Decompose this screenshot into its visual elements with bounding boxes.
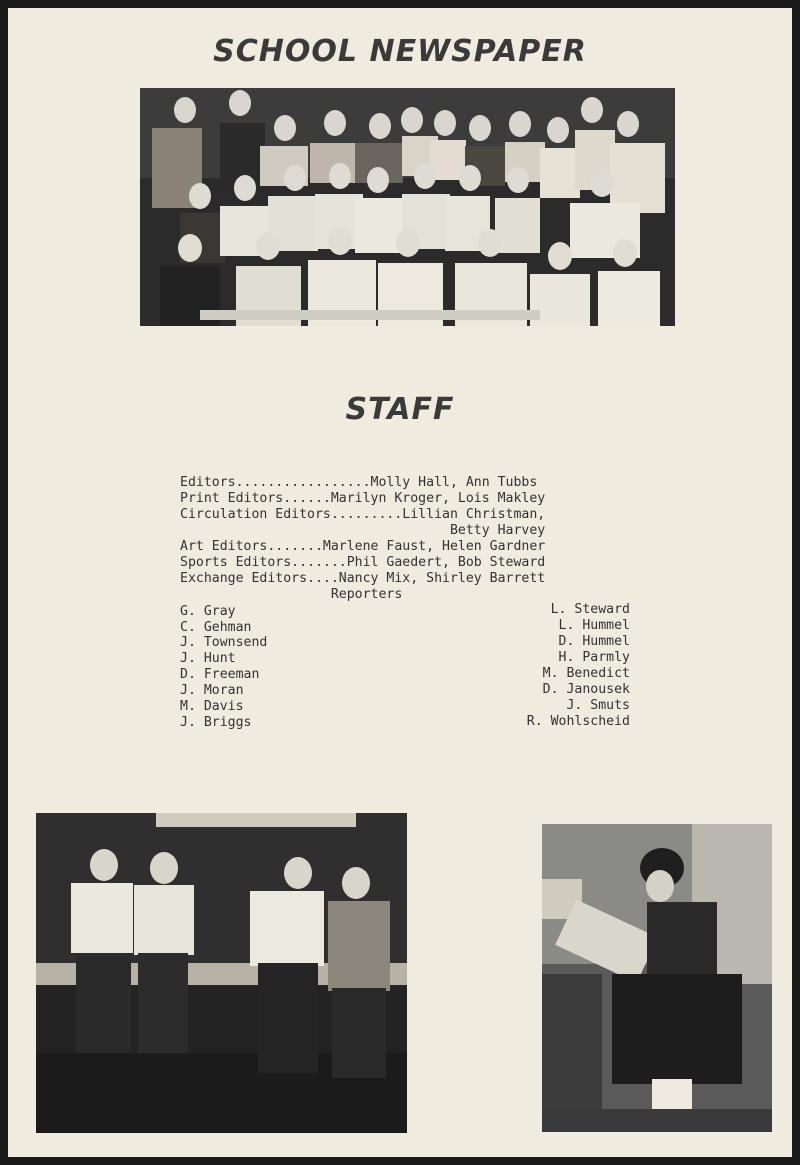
- reporter-name: J. Smuts: [566, 698, 630, 713]
- reporter-name: G. Gray: [180, 604, 236, 619]
- page-title: SCHOOL NEWSPAPER: [213, 34, 587, 69]
- reporter-name: H. Parmly: [558, 650, 630, 665]
- staff-line: Art Editors.......Marlene Faust, Helen Gardner: [180, 539, 546, 554]
- staff-line: Circulation Editors.........Lillian Christman,: [180, 507, 546, 522]
- staff-line: Editors.................Molly Hall, Ann Tubbs: [180, 475, 538, 490]
- reporter-name: R. Wohlscheid: [526, 714, 630, 729]
- reporter-name: L. Hummel: [558, 618, 630, 633]
- reporter-name: D. Janousek: [542, 682, 630, 697]
- classroom-students-photo: [36, 813, 407, 1133]
- reporter-name: L. Steward: [550, 602, 630, 617]
- reporter-name: M. Davis: [180, 699, 244, 714]
- reporter-name: M. Benedict: [542, 666, 630, 681]
- reporter-name: J. Briggs: [180, 715, 252, 730]
- reporter-name: J. Hunt: [180, 651, 236, 666]
- reporters-heading: Reporters: [180, 587, 403, 602]
- staff-line: Sports Editors.......Phil Gaedert, Bob Steward: [180, 555, 546, 570]
- reporter-name: D. Freeman: [180, 667, 260, 682]
- staff-line: Exchange Editors....Nancy Mix, Shirley Barrett: [180, 571, 546, 586]
- group-photo-image: [140, 88, 675, 326]
- staff-line: Betty Harvey: [180, 523, 546, 538]
- reporter-name: J. Moran: [180, 683, 244, 698]
- classroom-photo-image: [36, 813, 407, 1133]
- staff-line: Print Editors......Marilyn Kroger, Lois Makley: [180, 491, 546, 506]
- art-editor-photo: [542, 824, 772, 1132]
- reporter-name: C. Gehman: [180, 620, 252, 635]
- reporter-name: D. Hummel: [558, 634, 630, 649]
- art-photo-image: [542, 824, 772, 1132]
- yearbook-page: [8, 8, 792, 1157]
- newspaper-staff-group-photo: [140, 88, 675, 326]
- reporter-name: J. Townsend: [180, 635, 268, 650]
- staff-heading: STAFF: [345, 392, 455, 427]
